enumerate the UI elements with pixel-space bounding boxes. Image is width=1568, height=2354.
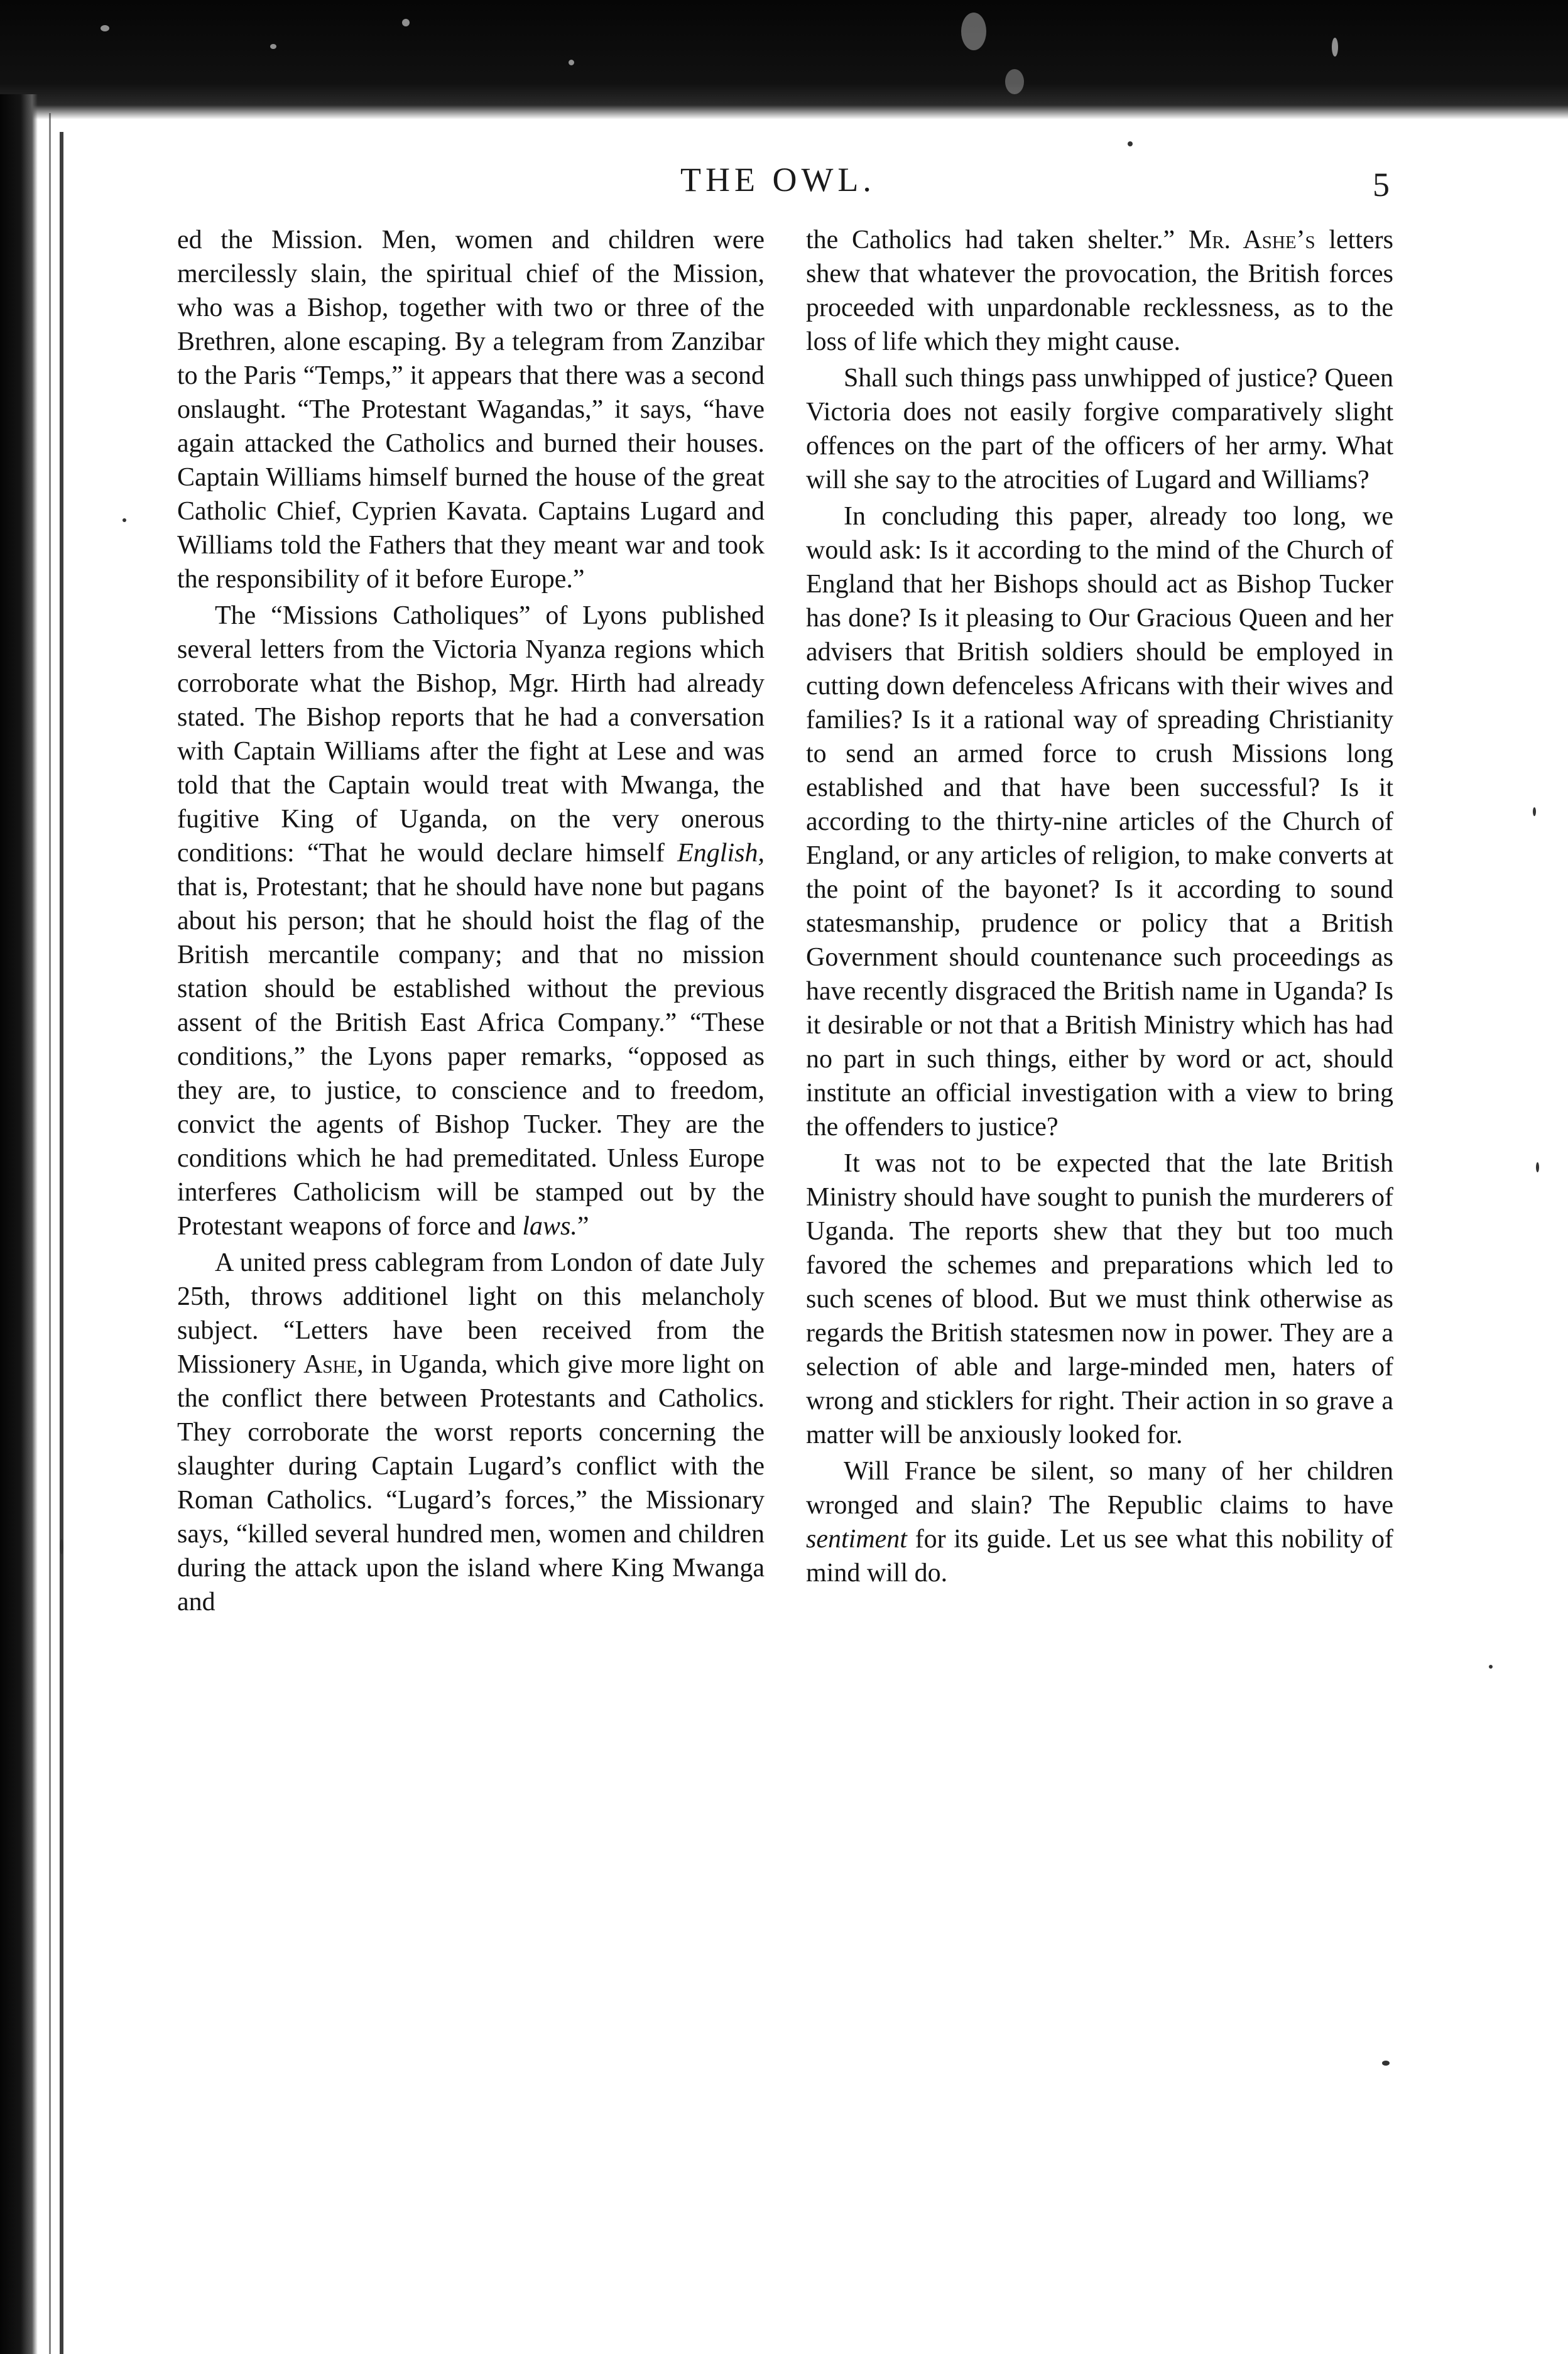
italic-word: English, (677, 839, 765, 868)
paragraph-text: Will France be silent, so many of her children wronged and slain? The Republic claims to have (806, 1457, 1393, 1520)
scan-speck (1533, 807, 1536, 816)
scan-left-border (0, 94, 38, 2354)
scan-speck (961, 13, 986, 50)
paragraph-text: for its guide. Let us see what this nobility of mind will do. (806, 1525, 1394, 1588)
scan-top-border (0, 0, 1568, 119)
paragraph (806, 361, 1393, 497)
italic-word: laws. (522, 1212, 577, 1241)
scan-speck (569, 60, 574, 65)
paragraph-text: A united press cablegram from London of date July 25th, throws additionel light on this melancholy subject. “Letters have been received from the Missionery (177, 1248, 765, 1379)
scan-speck (1128, 141, 1133, 146)
running-title: THE OWL. (680, 161, 876, 199)
paragraph (806, 223, 1393, 359)
scan-speck (1005, 69, 1024, 94)
scan-speck (101, 25, 109, 31)
paragraph-text: the Catholics had taken shelter.” (806, 226, 1175, 254)
paragraph-text: Shall such things pass unwhipped of justice? Queen Victoria does not easily forgive comparatively slight offences on the part of the officers of her army. What will she say to the atrocities of Lugard and Williams? (806, 364, 1393, 494)
paragraph (806, 499, 1393, 1144)
scan-speck (60, 1539, 63, 1554)
scan-speck (1489, 1665, 1493, 1669)
scan-speck (122, 518, 126, 522)
paragraph-text: In concluding this paper, already too long, we would ask: Is it according to the mind of the Church of England that her Bishops should act as Bishop Tucker has done? Is it pleasing to Our Gracious Queen and her advisers that British soldiers should be employed in cutting down defenceless Africans with their wives and families? Is it a rational way of spreading Christianity to send an armed force to crush Missions long established and that have been successful? Is it according to the thirty-nine articles of the Church of England, or any articles of religion, to make converts at the point of the bayonet? Is it according to sound statesmanship, prudence or policy that a British Government should countenance such proceedings as have recently disgraced the British name in Uganda? Is it desirable or not that a British Ministry which has had no part in such things, either by word or act, should institute an official investigation with a view to bring the offenders to justice? (806, 502, 1393, 1142)
small-caps-name: Mr. Ashe’s (1188, 226, 1315, 254)
paragraph-text: ed the Mission. Men, women and children were mercilessly slain, the spiritual chief of the Mission, who was a Bishop, together with two or three of the Brethren, alone escaping. By a telegram from Zanzibar to the Paris “Temps,” it appears that there was a second onslaught. “The Protestant Wagandas,” it says, “have again attacked the Catholics and burned their houses. Captain Williams himself burned the house of the great Catholic Chief, Cyprien Kavata. Captains Lugard and Williams told the Fathers that they meant war and took the responsibility of it before Europe.” (177, 226, 765, 594)
paragraph (177, 599, 765, 1243)
scan-binding-line (60, 132, 63, 2354)
paragraph-text: letters shew that whatever the provocation, the British forces proceeded with unpardonable recklessness, as to the loss of life which they might cause. (806, 226, 1393, 356)
paragraph (806, 1147, 1393, 1452)
paragraph-text: that is, Protestant; that he should have none but pagans about his person; that he should hoist the flag of the British mercantile company; and that no mission station should be established without the previous assent of the British East Africa Company.” “These conditions,” the Lyons paper remarks, “opposed as they are, to justice, to conscience and to freedom, convict the agents of Bishop Tucker. They are the conditions which he had premeditated. Unless Europe interferes Catholicism will be stamped out by the Protestant weapons of force and (177, 873, 765, 1241)
page-header (0, 160, 1568, 210)
paragraph (177, 223, 765, 596)
paragraph (806, 1454, 1393, 1590)
closing-quote: ” (577, 1212, 589, 1241)
paragraph-text: in Uganda, which give more light on the conflict there between Protestants and Catholics. They corroborate the worst reports concerning the slaughter during Captain Lugard’s conflict with the Roman Catholics. “Lugard’s forces,” the Missionary says, “killed several hundred men, women and children during the attack upon the island where King Mwanga and (177, 1350, 765, 1616)
paragraph (177, 1246, 765, 1619)
scan-speck (1536, 1162, 1539, 1172)
paragraph-text: It was not to be expected that the late British Ministry should have sought to punish the murderers of Uganda. The reports shew that they but too much favored the schemes and preparations which led to such scenes of blood. But we must think otherwise as regards the British statesmen now in power. They are a selection of able and large-minded men, haters of wrong and sticklers for right. Their action in so grave a matter will be anxiously looked for. (806, 1149, 1393, 1449)
scan-speck (402, 19, 410, 26)
text-column-right (806, 223, 1393, 1593)
scan-speck (1382, 2061, 1390, 2066)
scan-speck (1332, 38, 1338, 57)
italic-word: sentiment (806, 1525, 907, 1554)
scan-binding-line (49, 113, 51, 2354)
scan-speck (270, 44, 276, 49)
page-number: 5 (1373, 166, 1390, 204)
paragraph-text: The “Missions Catholiques” of Lyons published several letters from the Victoria Nyanza regions which corroborate what the Bishop, Mgr. Hirth had already stated. The Bishop reports that he had a conversation with Captain Williams after the fight at Lese and was told that the Captain would treat with Mwanga, the fugitive King of Uganda, on the very onerous conditions: “That he would declare himself (177, 601, 765, 868)
text-column-left (177, 223, 765, 1621)
small-caps-name: Ashe, (303, 1350, 364, 1379)
